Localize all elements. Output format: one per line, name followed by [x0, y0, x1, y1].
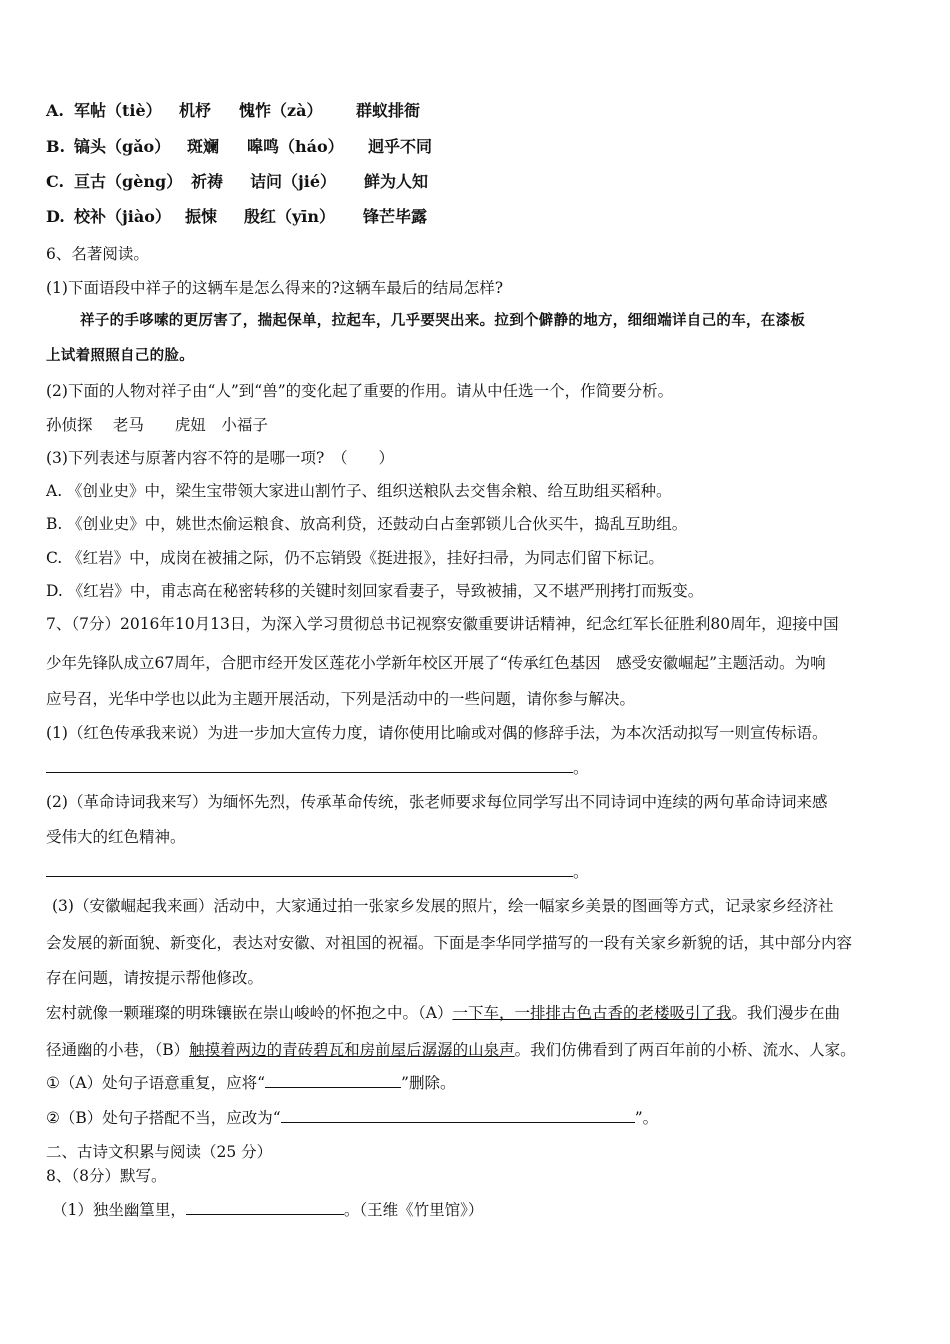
answer-blank[interactable] [186, 1200, 344, 1215]
q7-passage-line1 [46, 1002, 840, 1024]
answer-blank[interactable] [281, 1108, 635, 1123]
q7-fix1 [46, 1072, 455, 1094]
q6-choice-b: B. 《创业史》中，姚世杰偷运粮食、放高利贷，还鼓动白占奎郭锁儿合伙买牛，捣乱互助组。 [46, 515, 688, 533]
q6-quote-line2: 上试着照照自己的脸。 [46, 347, 194, 364]
q6-sub1: (1)下面语段中祥子的这辆车是怎么得来的?这辆车最后的结局怎样? [46, 279, 504, 297]
option-d-row [46, 206, 427, 228]
q6-quote-line1: 祥子的手哆嗦的更厉害了，揣起保单，拉起车，几乎要哭出来。拉到个僻静的地方，细细端详自己的车，在漆板 [80, 312, 806, 329]
end-mark: 。 [573, 863, 589, 881]
answer-blank[interactable] [265, 1073, 401, 1088]
q7-part2-answer-line [46, 861, 589, 883]
q6-sub3: (3)下列表述与原著内容不符的是哪一项? （ ） [46, 449, 395, 467]
q7-part2-line2: 受伟大的红色精神。 [46, 828, 186, 846]
fix-text: ①（A）处句子语意重复，应将“ [46, 1074, 266, 1092]
q7-part3-line1: (3)（安徽崛起我来画）活动中，大家通过拍一张家乡发展的照片，绘一幅家乡美景的图画等方式，记录家乡经济社 [52, 897, 834, 915]
q7-part2-line1: (2)（革命诗词我来写）为缅怀先烈，传承革命传统，张老师要求每位同学写出不同诗词中连续的两句革命诗词来感 [46, 793, 828, 811]
fix-text: ②（B）处句子搭配不当，应改为“ [46, 1109, 281, 1127]
passage-text: 宏村就像一颗璀璨的明珠镶嵌在崇山峻岭的怀抱之中。（A） [46, 1004, 453, 1022]
end-mark: 。 [573, 759, 589, 777]
option-c-row [46, 171, 428, 193]
q8-title: 8、（8分）默写。 [46, 1167, 167, 1185]
option-word: 斑斓 [187, 137, 220, 156]
option-word: 亘古（gèng） [74, 172, 183, 191]
q6-sub2: (2)下面的人物对祥子由“人”到“兽”的变化起了重要的作用。请从中任选一个，作简要分析。 [46, 382, 674, 400]
option-word: 迥乎不同 [368, 137, 433, 156]
option-word: 镐头（gǎo） [74, 137, 171, 156]
q8-text: 。（王维《竹里馆》） [343, 1201, 484, 1219]
option-word: 振悚 [185, 207, 218, 226]
passage-underlined-b: 触摸着两边的青砖碧瓦和房前屋后潺潺的山泉声 [189, 1041, 515, 1059]
q6-choice-a: A. 《创业史》中，梁生宝带领大家进山割竹子、组织送粮队去交售余粮、给互助组买稻种。 [46, 482, 672, 500]
section-2-heading: 二、古诗文积累与阅读（25 分） [46, 1143, 273, 1161]
passage-text: 。我们漫步在曲 [731, 1004, 840, 1022]
option-word: 校补（jiào） [74, 207, 171, 226]
option-label: D. [46, 207, 65, 226]
option-word: 机杼 [179, 101, 212, 120]
option-word: 嗥鸣（háo） [247, 137, 344, 156]
q7-part1: (1)（红色传承我来说）为进一步加大宣传力度，请你使用比喻或对偶的修辞手法，为本次活动拟写一则宣传标语。 [46, 724, 828, 742]
option-a-row [46, 100, 420, 122]
fix-text: ”。 [634, 1109, 659, 1127]
option-word: 殷红（yīn） [244, 207, 336, 226]
q7-part1-answer-line [46, 757, 589, 779]
q7-intro-line1: 7、（7分）2016年10月13日，为深入学习贯彻总书记视察安徽重要讲话精神，纪念红军长征胜利80周年，迎接中国 [46, 615, 839, 633]
q7-intro-line3: 应号召，光华中学也以此为主题开展活动，下列是活动中的一些问题，请你参与解决。 [46, 690, 636, 708]
q6-choice-d: D. 《红岩》中，甫志高在秘密转移的关键时刻回家看妻子，导致被捕，又不堪严刑拷打而叛变。 [46, 582, 704, 600]
q8-text: （1）独坐幽篁里， [52, 1201, 186, 1219]
option-word: 诘问（jié） [250, 172, 337, 191]
q6-choice-c: C. 《红岩》中，成岗在被捕之际，仍不忘销毁《挺进报》，挂好扫帚，为同志们留下标记。 [46, 549, 664, 567]
fix-text: ”删除。 [401, 1074, 456, 1092]
passage-text: 。我们仿佛看到了两百年前的小桥、流水、人家。 [514, 1041, 856, 1059]
q7-intro-line2: 少年先锋队成立67周年，合肥市经开发区莲花小学新年校区开展了“传承红色基因 感受安徽崛起”主题活动。为响 [46, 654, 826, 672]
q7-part3-line3: 存在问题，请按提示帮他修改。 [46, 969, 264, 987]
option-word: 军帖（tiè） [74, 101, 162, 120]
q7-fix2 [46, 1107, 658, 1129]
option-label: C. [46, 172, 65, 191]
option-b-row [46, 136, 432, 158]
q6-characters: 孙侦探 老马 虎妞 小福子 [46, 416, 268, 434]
answer-blank[interactable] [46, 758, 573, 773]
answer-blank[interactable] [46, 862, 573, 877]
passage-underlined-a: 一下车，一排排古色古香的老楼吸引了我 [452, 1004, 732, 1022]
option-word: 群蚁排衙 [356, 101, 421, 120]
option-word: 锋芒毕露 [363, 207, 428, 226]
q6-title: 6、名著阅读。 [46, 245, 149, 263]
q8-part1 [52, 1199, 483, 1221]
option-word: 鲜为人知 [364, 172, 429, 191]
option-word: 祈祷 [191, 172, 224, 191]
passage-text: 径通幽的小巷，（B） [46, 1041, 190, 1059]
option-word: 愧怍（zà） [239, 101, 323, 120]
option-label: A. [46, 101, 64, 120]
option-label: B. [46, 137, 66, 156]
q7-part3-line2: 会发展的新面貌、新变化，表达对安徽、对祖国的祝福。下面是李华同学描写的一段有关家乡新貌的话，其中部分内容 [46, 934, 853, 952]
q7-passage-line2 [46, 1039, 856, 1061]
